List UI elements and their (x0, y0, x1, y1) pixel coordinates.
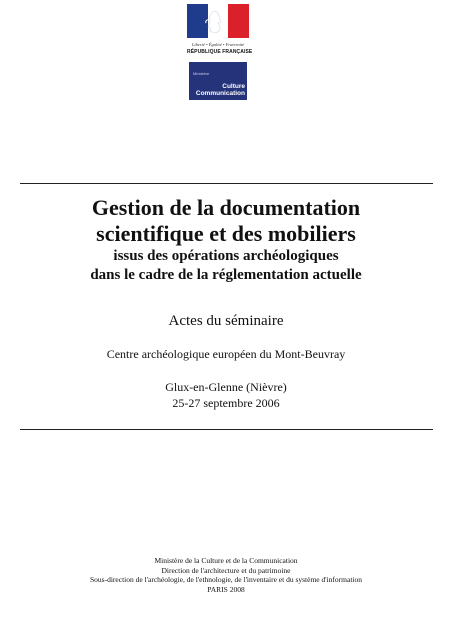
footer-place-year: PARIS 2008 (207, 584, 245, 594)
event-dates: 25-27 septembre 2006 (172, 396, 280, 410)
subtitle-line-1: issus des opérations archéologiques (113, 248, 339, 264)
bottom-divider (20, 429, 433, 430)
event-venue: Centre archéologique européen du Mont-Beuvray (106, 347, 346, 361)
republique-francaise-label: RÉPUBLIQUE FRANÇAISE (187, 49, 253, 55)
top-divider (20, 183, 433, 184)
subtitle-line-2: dans le cadre de la réglementation actuelle (90, 267, 362, 283)
marianne-profile-icon (197, 7, 237, 37)
footer-subdirection: Sous-direction de l'archéologie, de l'ethnologie, de l'inventaire et du système d'information (90, 575, 362, 584)
title-line-2: scientifique et des mobiliers (96, 221, 356, 246)
ministry-communication-label: Communication (195, 90, 245, 97)
tricolor-flag (187, 4, 249, 38)
footer-ministry: Ministère de la Culture et de la Communication (154, 556, 298, 565)
event-place: Glux-en-Glenne (Nièvre) (165, 380, 287, 394)
ministry-culture-logo (189, 62, 247, 100)
actes-label: Actes du séminaire (168, 313, 284, 329)
footer-direction: Direction de l'architecture et du patrimoine (161, 565, 291, 575)
ministry-small-label: Ministère (193, 71, 210, 76)
title-line-1: Gestion de la documentation (91, 195, 361, 220)
republique-francaise-logo (187, 4, 253, 60)
ministry-culture-label: Culture (222, 83, 245, 90)
republic-motto: Liberté • Égalité • Fraternité (191, 42, 245, 47)
